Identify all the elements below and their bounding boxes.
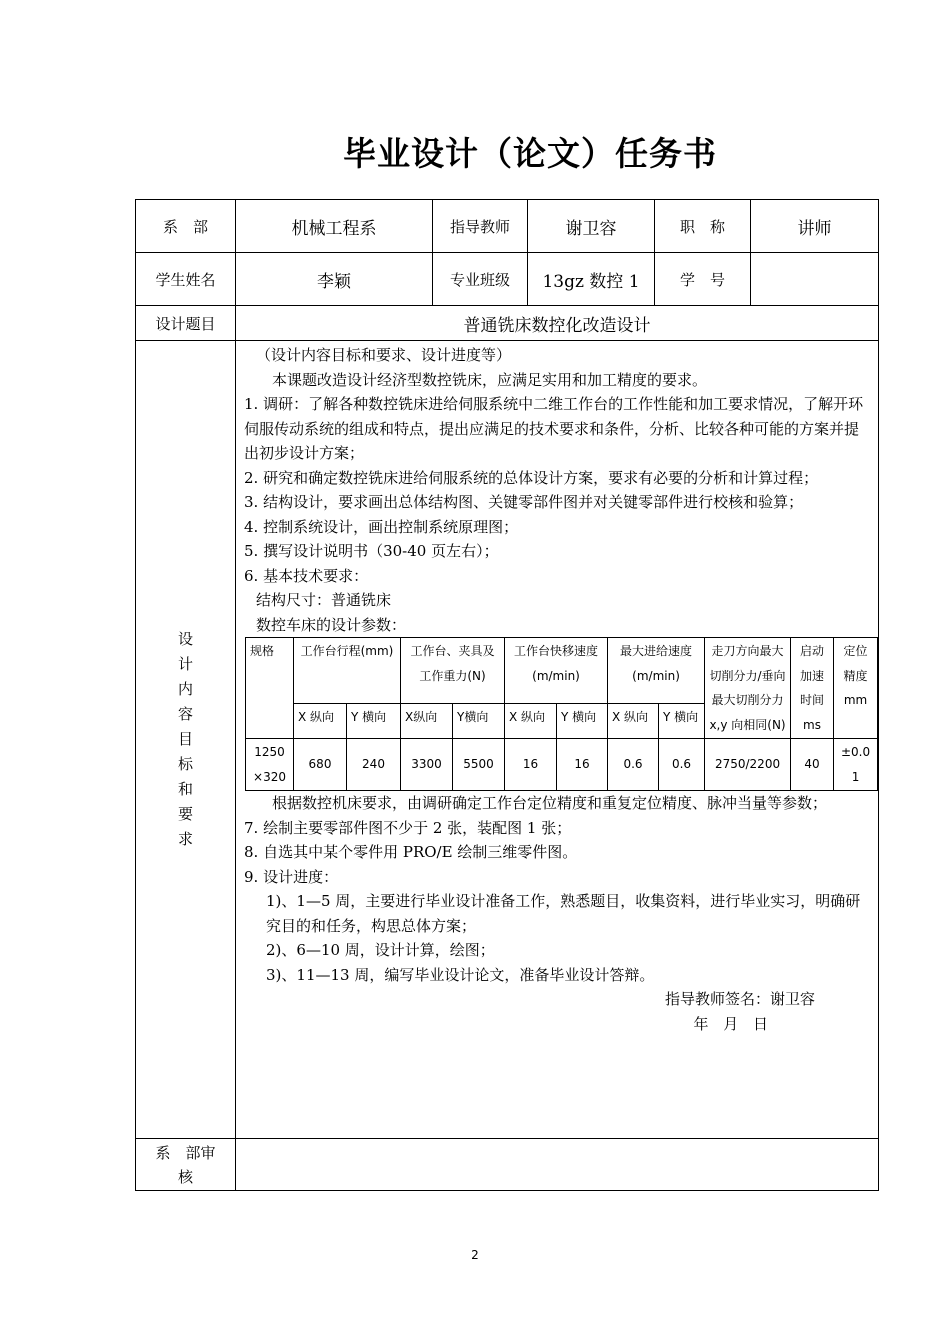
content-structure-size: 结构尺寸：普通铣床 xyxy=(256,591,392,609)
content-item-4: 4. 控制系统设计，画出控制系统原理图； xyxy=(244,517,519,536)
params-cell: 3300 xyxy=(401,739,453,791)
advisor-signature: 指导教师签名：谢卫容 xyxy=(664,990,815,1008)
info-row-1 xyxy=(136,200,879,253)
params-h-precision: 定位精度mm xyxy=(834,638,878,739)
label-char: 要 xyxy=(177,805,193,823)
id-value xyxy=(751,253,879,306)
params-cell: 16 xyxy=(505,739,557,791)
label-char: 设 xyxy=(177,630,193,648)
dept-value: 机械工程系 xyxy=(236,200,433,253)
schedule-item-3: 3)、11—13 周，编写毕业设计论文，准备毕业设计答辩。 xyxy=(266,965,655,984)
params-sub-x: X 纵向 xyxy=(608,704,659,739)
params-h-accel: 启动加速时间ms xyxy=(791,638,834,739)
params-h-feed: 最大进给速度(m/min) xyxy=(608,638,705,704)
params-sub-y: Y横向 xyxy=(453,704,505,739)
info-row-2 xyxy=(136,253,879,306)
params-h-spec: 规格 xyxy=(246,638,294,739)
content-param-heading: 数控车床的设计参数： xyxy=(256,615,407,634)
signature-date: 年 月 日 xyxy=(693,1014,768,1033)
schedule-item-1: 1)、1—5 周，主要进行毕业设计准备工作，熟悉题目，收集资料，进行毕业实习，明确研究目的和任务，构思总体方案； xyxy=(266,892,861,935)
label-char: 计 xyxy=(177,655,193,673)
params-sub-y: Y 横向 xyxy=(557,704,608,739)
content-param-note: 根据数控机床要求，由调研确定工作台定位精度和重复定位精度、脉冲当量等参数； xyxy=(272,794,828,812)
content-item-9: 9. 设计进度： xyxy=(244,867,339,886)
params-cell: 0.6 xyxy=(659,739,705,791)
page-number: 2 xyxy=(471,1248,479,1262)
topic-row xyxy=(136,306,879,341)
params-sub-x: X 纵向 xyxy=(294,704,347,739)
label-char: 目 xyxy=(177,730,193,748)
params-sub-y: Y 横向 xyxy=(659,704,705,739)
label-char: 求 xyxy=(177,830,193,848)
content-item-3: 3. 结构设计，要求画出总体结构图、关键零部件图并对关键零部件进行校核和验算； xyxy=(244,493,804,511)
params-data-row xyxy=(246,739,878,791)
rank-label: 职 称 xyxy=(655,200,751,253)
content-item-5: 5. 撰写设计说明书（30-40 页左右）； xyxy=(244,542,499,560)
schedule-item-2: 2)、6—10 周，设计计算，绘图； xyxy=(266,941,495,959)
task-form-table xyxy=(135,199,879,1191)
content-item-2: 2. 研究和确定数控铣床进给伺服系统的总体设计方案，要求有必要的分析和计算过程； xyxy=(244,468,819,487)
id-label: 学 号 xyxy=(655,253,751,306)
params-cell: ±0.01 xyxy=(834,739,878,791)
class-value: 13gz 数控 1 xyxy=(528,253,655,306)
content-note: （设计内容目标和要求、设计进度等） xyxy=(256,346,512,364)
params-sub-y: Y 横向 xyxy=(347,704,401,739)
student-value: 李颖 xyxy=(236,253,433,306)
content-item-1: 1. 调研：了解各种数控铣床进给伺服系统中二维工作台的工作性能和加工要求情况，了解开环伺服传动系统的组成和特点，提出应满足的技术要求和条件，分析、比较各种可能的方案并提出初步设计方案； xyxy=(244,395,864,462)
params-cell: 2750/2200 xyxy=(705,739,791,791)
params-cell: 1250×320 xyxy=(246,739,294,791)
content-item-8: 8. 自选其中某个零件用 PRO/E 绘制三维零件图。 xyxy=(244,843,578,861)
advisor-label: 指导教师 xyxy=(433,200,528,253)
label-char: 容 xyxy=(177,705,193,723)
params-table xyxy=(245,637,878,791)
label-char: 标 xyxy=(177,755,193,773)
content-row xyxy=(136,341,879,1139)
content-intro: 本课题改造设计经济型数控铣床，应满足实用和加工精度的要求。 xyxy=(272,370,708,389)
content-item-6: 6. 基本技术要求： xyxy=(244,566,369,585)
params-h-force: 走刀方向最大切削分力/垂向最大切削分力 x,y 向相同(N) xyxy=(705,638,791,739)
student-label: 学生姓名 xyxy=(136,253,236,306)
review-value xyxy=(236,1139,879,1191)
params-h-rapid: 工作台快移速度(m/min) xyxy=(505,638,608,704)
review-label: 系 部审核 xyxy=(136,1139,236,1191)
review-row xyxy=(136,1139,879,1191)
class-label: 专业班级 xyxy=(433,253,528,306)
params-cell: 240 xyxy=(347,739,401,791)
params-h-travel: 工作台行程(mm) xyxy=(294,638,401,704)
params-cell: 5500 xyxy=(453,739,505,791)
rank-value: 讲师 xyxy=(751,200,879,253)
params-cell: 40 xyxy=(791,739,834,791)
page-title: 毕业设计（论文）任务书 xyxy=(343,134,717,173)
advisor-value: 谢卫容 xyxy=(528,200,655,253)
dept-label: 系 部 xyxy=(136,200,236,253)
label-char: 和 xyxy=(177,780,193,798)
topic-value: 普通铣床数控化改造设计 xyxy=(236,306,879,341)
params-sub-x: X纵向 xyxy=(401,704,453,739)
params-cell: 680 xyxy=(294,739,347,791)
params-cell: 16 xyxy=(557,739,608,791)
params-h-weight: 工作台、夹具及工作重力(N) xyxy=(401,638,505,704)
params-cell: 0.6 xyxy=(608,739,659,791)
params-sub-x: X 纵向 xyxy=(505,704,557,739)
content-vertical-label xyxy=(136,341,236,1139)
topic-label: 设计题目 xyxy=(136,306,236,341)
content-body xyxy=(236,341,879,1139)
content-item-7: 7. 绘制主要零部件图不少于 2 张，装配图 1 张； xyxy=(244,818,572,837)
params-header-row xyxy=(246,638,878,704)
label-char: 内 xyxy=(177,680,193,698)
